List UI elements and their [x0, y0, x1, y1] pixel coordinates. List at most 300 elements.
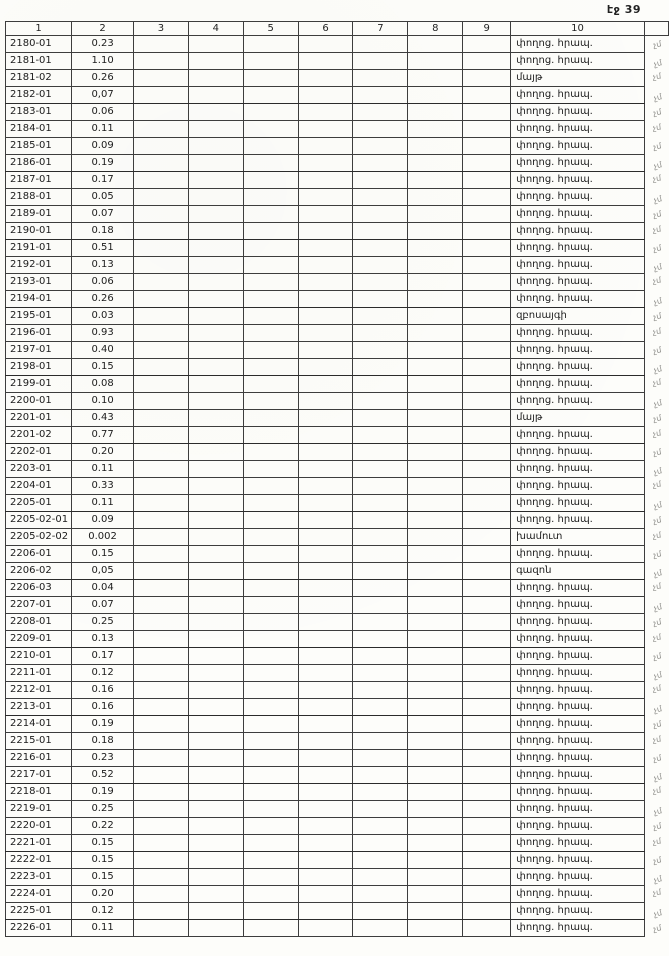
empty-cell: [298, 835, 353, 852]
margin-mark-cell: [644, 733, 668, 750]
row-id-cell: 2217-01: [6, 767, 72, 784]
row-value-cell: 0.43: [72, 410, 134, 427]
row-id-cell: 2206-02: [6, 563, 72, 580]
empty-cell: [353, 716, 408, 733]
empty-cell: [188, 665, 243, 682]
empty-cell: [353, 410, 408, 427]
row-type-cell: փողոց. հրապ.: [511, 325, 645, 342]
empty-cell: [188, 869, 243, 886]
empty-cell: [463, 104, 511, 121]
empty-cell: [243, 274, 298, 291]
row-id-cell: 2191-01: [6, 240, 72, 257]
margin-mark-cell: [644, 104, 668, 121]
empty-cell: [298, 512, 353, 529]
row-value-cell: 0.77: [72, 427, 134, 444]
empty-cell: [243, 257, 298, 274]
empty-cell: [298, 767, 353, 784]
empty-cell: [353, 767, 408, 784]
row-value-cell: 0.15: [72, 359, 134, 376]
empty-cell: [463, 138, 511, 155]
empty-cell: [134, 104, 189, 121]
row-type-cell: փողոց. հրապ.: [511, 172, 645, 189]
row-type-cell: փողոց. հրապ.: [511, 121, 645, 138]
empty-cell: [353, 172, 408, 189]
empty-cell: [408, 274, 463, 291]
margin-mark-cell: [644, 359, 668, 376]
empty-cell: [353, 495, 408, 512]
empty-cell: [463, 478, 511, 495]
empty-cell: [353, 682, 408, 699]
empty-cell: [463, 716, 511, 733]
empty-cell: [188, 223, 243, 240]
row-id-cell: 2202-01: [6, 444, 72, 461]
empty-cell: [298, 104, 353, 121]
empty-cell: [353, 801, 408, 818]
row-type-cell: փողոց. հրապ.: [511, 427, 645, 444]
empty-cell: [134, 716, 189, 733]
empty-cell: [243, 818, 298, 835]
empty-cell: [188, 512, 243, 529]
empty-cell: [463, 189, 511, 206]
empty-cell: [353, 359, 408, 376]
column-header-9: 9: [463, 22, 511, 36]
table-header-row: [6, 22, 669, 36]
handwritten-margin-mark: չմ: [651, 107, 662, 118]
row-type-cell: փողոց. հրապ.: [511, 376, 645, 393]
table-row: [6, 886, 669, 903]
empty-cell: [134, 529, 189, 546]
empty-cell: [243, 648, 298, 665]
empty-cell: [298, 682, 353, 699]
table-row: [6, 257, 669, 274]
empty-cell: [298, 36, 353, 53]
row-value-cell: 0.04: [72, 580, 134, 597]
empty-cell: [188, 410, 243, 427]
handwritten-margin-mark: չմ: [651, 617, 662, 628]
empty-cell: [134, 223, 189, 240]
empty-cell: [353, 121, 408, 138]
margin-mark-cell: [644, 512, 668, 529]
handwritten-margin-mark: չմ: [651, 428, 662, 439]
empty-cell: [298, 427, 353, 444]
empty-cell: [408, 155, 463, 172]
empty-cell: [243, 240, 298, 257]
empty-cell: [463, 376, 511, 393]
empty-cell: [134, 155, 189, 172]
table-row: [6, 240, 669, 257]
row-id-cell: 2196-01: [6, 325, 72, 342]
empty-cell: [353, 631, 408, 648]
margin-mark-cell: [644, 325, 668, 342]
empty-cell: [408, 716, 463, 733]
empty-cell: [134, 172, 189, 189]
empty-cell: [408, 733, 463, 750]
row-value-cell: 0.23: [72, 36, 134, 53]
empty-cell: [463, 852, 511, 869]
row-id-cell: 2210-01: [6, 648, 72, 665]
empty-cell: [463, 580, 511, 597]
empty-cell: [243, 563, 298, 580]
empty-cell: [134, 240, 189, 257]
row-value-cell: 0.15: [72, 852, 134, 869]
empty-cell: [408, 138, 463, 155]
empty-cell: [188, 87, 243, 104]
empty-cell: [408, 121, 463, 138]
row-id-cell: 2213-01: [6, 699, 72, 716]
margin-mark-cell: [644, 291, 668, 308]
row-id-cell: 2221-01: [6, 835, 72, 852]
empty-cell: [298, 87, 353, 104]
empty-cell: [353, 529, 408, 546]
row-id-cell: 2219-01: [6, 801, 72, 818]
empty-cell: [353, 223, 408, 240]
row-value-cell: 0.002: [72, 529, 134, 546]
margin-mark-cell: [644, 274, 668, 291]
handwritten-margin-mark: չմ: [652, 160, 663, 171]
empty-cell: [134, 750, 189, 767]
empty-cell: [408, 801, 463, 818]
empty-cell: [298, 886, 353, 903]
empty-cell: [298, 444, 353, 461]
margin-mark-cell: [644, 70, 668, 87]
empty-cell: [408, 325, 463, 342]
empty-cell: [188, 631, 243, 648]
row-id-cell: 2181-02: [6, 70, 72, 87]
row-value-cell: 0.26: [72, 70, 134, 87]
empty-cell: [463, 53, 511, 70]
row-id-cell: 2225-01: [6, 903, 72, 920]
table-row: [6, 597, 669, 614]
row-id-cell: 2224-01: [6, 886, 72, 903]
empty-cell: [463, 70, 511, 87]
empty-cell: [298, 461, 353, 478]
table-row: [6, 36, 669, 53]
margin-mark-cell: [644, 461, 668, 478]
row-value-cell: 0.13: [72, 631, 134, 648]
table-row: [6, 189, 669, 206]
table-row: [6, 223, 669, 240]
empty-cell: [134, 495, 189, 512]
empty-cell: [134, 138, 189, 155]
table-row: [6, 274, 669, 291]
row-value-cell: 0.19: [72, 716, 134, 733]
column-header-7: 7: [353, 22, 408, 36]
empty-cell: [188, 733, 243, 750]
table-row: [6, 138, 669, 155]
table-row: [6, 359, 669, 376]
row-value-cell: 0.07: [72, 597, 134, 614]
empty-cell: [134, 257, 189, 274]
row-value-cell: 0.93: [72, 325, 134, 342]
row-type-cell: փողոց. հրապ.: [511, 546, 645, 563]
empty-cell: [134, 665, 189, 682]
table-row: [6, 682, 669, 699]
margin-mark-cell: [644, 546, 668, 563]
row-value-cell: 0.08: [72, 376, 134, 393]
column-header-5: 5: [243, 22, 298, 36]
empty-cell: [408, 461, 463, 478]
margin-mark-cell: [644, 665, 668, 682]
row-value-cell: 0.12: [72, 665, 134, 682]
empty-cell: [188, 155, 243, 172]
empty-cell: [134, 835, 189, 852]
empty-cell: [188, 648, 243, 665]
handwritten-margin-mark: չմ: [651, 377, 662, 388]
empty-cell: [408, 495, 463, 512]
empty-cell: [134, 563, 189, 580]
empty-cell: [134, 393, 189, 410]
empty-cell: [408, 529, 463, 546]
empty-cell: [408, 682, 463, 699]
row-id-cell: 2212-01: [6, 682, 72, 699]
handwritten-margin-mark: չմ: [651, 275, 662, 286]
empty-cell: [353, 257, 408, 274]
empty-cell: [408, 665, 463, 682]
empty-cell: [298, 597, 353, 614]
empty-cell: [408, 614, 463, 631]
row-id-cell: 2206-03: [6, 580, 72, 597]
empty-cell: [243, 801, 298, 818]
empty-cell: [134, 886, 189, 903]
empty-cell: [243, 869, 298, 886]
row-value-cell: 0.09: [72, 512, 134, 529]
empty-cell: [298, 665, 353, 682]
margin-mark-cell: [644, 529, 668, 546]
empty-cell: [134, 291, 189, 308]
row-id-cell: 2205-02-01: [6, 512, 72, 529]
empty-cell: [298, 172, 353, 189]
empty-cell: [463, 444, 511, 461]
empty-cell: [463, 869, 511, 886]
empty-cell: [353, 597, 408, 614]
empty-cell: [298, 393, 353, 410]
empty-cell: [353, 563, 408, 580]
row-id-cell: 2193-01: [6, 274, 72, 291]
row-id-cell: 2190-01: [6, 223, 72, 240]
empty-cell: [134, 342, 189, 359]
empty-cell: [353, 274, 408, 291]
empty-cell: [298, 580, 353, 597]
row-value-cell: 0.51: [72, 240, 134, 257]
empty-cell: [188, 478, 243, 495]
empty-cell: [188, 393, 243, 410]
handwritten-margin-mark: չմ: [652, 262, 663, 273]
empty-cell: [353, 750, 408, 767]
empty-cell: [408, 240, 463, 257]
empty-cell: [188, 121, 243, 138]
empty-cell: [188, 682, 243, 699]
row-value-cell: 0,07: [72, 87, 134, 104]
empty-cell: [353, 784, 408, 801]
row-type-cell: փողոց. հրապ.: [511, 36, 645, 53]
empty-cell: [298, 801, 353, 818]
table-row: [6, 699, 669, 716]
empty-cell: [134, 767, 189, 784]
empty-cell: [353, 291, 408, 308]
row-type-cell: փողոց. հրապ.: [511, 903, 645, 920]
empty-cell: [353, 87, 408, 104]
empty-cell: [298, 291, 353, 308]
margin-mark-cell: [644, 87, 668, 104]
margin-mark-cell: [644, 903, 668, 920]
empty-cell: [188, 240, 243, 257]
row-id-cell: 2223-01: [6, 869, 72, 886]
empty-cell: [353, 512, 408, 529]
row-id-cell: 2185-01: [6, 138, 72, 155]
empty-cell: [188, 189, 243, 206]
empty-cell: [243, 580, 298, 597]
column-header-4: 4: [188, 22, 243, 36]
empty-cell: [463, 223, 511, 240]
row-id-cell: 2205-02-02: [6, 529, 72, 546]
empty-cell: [243, 308, 298, 325]
row-type-cell: փողոց. հրապ.: [511, 206, 645, 223]
row-value-cell: 0.03: [72, 308, 134, 325]
empty-cell: [188, 325, 243, 342]
row-id-cell: 2214-01: [6, 716, 72, 733]
row-type-cell: փողոց. հրապ.: [511, 359, 645, 376]
empty-cell: [134, 512, 189, 529]
empty-cell: [463, 665, 511, 682]
row-type-cell: փողոց. հրապ.: [511, 767, 645, 784]
table-row: [6, 155, 669, 172]
row-type-cell: փողոց. հրապ.: [511, 580, 645, 597]
handwritten-margin-mark: չմ: [651, 549, 662, 560]
row-type-cell: փողոց. հրապ.: [511, 818, 645, 835]
empty-cell: [463, 750, 511, 767]
empty-cell: [353, 189, 408, 206]
empty-cell: [408, 206, 463, 223]
row-type-cell: փողոց. հրապ.: [511, 886, 645, 903]
handwritten-margin-mark: չմ: [651, 734, 662, 745]
empty-cell: [188, 461, 243, 478]
empty-cell: [188, 274, 243, 291]
handwritten-margin-mark: չմ: [651, 632, 662, 643]
empty-cell: [243, 172, 298, 189]
empty-cell: [134, 461, 189, 478]
empty-cell: [408, 580, 463, 597]
empty-cell: [243, 478, 298, 495]
empty-cell: [463, 631, 511, 648]
empty-cell: [188, 308, 243, 325]
column-header-6: 6: [298, 22, 353, 36]
empty-cell: [298, 53, 353, 70]
handwritten-margin-mark: չմ: [651, 209, 662, 220]
empty-cell: [243, 512, 298, 529]
table-row: [6, 563, 669, 580]
empty-cell: [243, 393, 298, 410]
empty-cell: [134, 546, 189, 563]
table-row: [6, 801, 669, 818]
empty-cell: [408, 410, 463, 427]
row-type-cell: զբոսայգի: [511, 308, 645, 325]
row-value-cell: 0.25: [72, 614, 134, 631]
empty-cell: [188, 444, 243, 461]
margin-mark-cell: [644, 767, 668, 784]
handwritten-margin-mark: չմ: [652, 58, 663, 69]
margin-mark-cell: [644, 580, 668, 597]
empty-cell: [134, 648, 189, 665]
row-type-cell: փողոց. հրապ.: [511, 87, 645, 104]
table-row: [6, 410, 669, 427]
empty-cell: [298, 631, 353, 648]
empty-cell: [463, 699, 511, 716]
empty-cell: [408, 53, 463, 70]
row-type-cell: փողոց. հրապ.: [511, 631, 645, 648]
empty-cell: [353, 835, 408, 852]
empty-cell: [463, 529, 511, 546]
table-row: [6, 546, 669, 563]
table-row: [6, 648, 669, 665]
handwritten-margin-mark: չմ: [652, 874, 663, 885]
empty-cell: [298, 274, 353, 291]
empty-cell: [463, 172, 511, 189]
empty-cell: [243, 733, 298, 750]
row-type-cell: փողոց. հրապ.: [511, 801, 645, 818]
row-value-cell: 0.12: [72, 903, 134, 920]
margin-mark-cell: [644, 53, 668, 70]
empty-cell: [463, 920, 511, 937]
table-row: [6, 104, 669, 121]
handwritten-margin-mark: չմ: [652, 398, 663, 409]
table-row: [6, 376, 669, 393]
empty-cell: [463, 359, 511, 376]
empty-cell: [188, 563, 243, 580]
empty-cell: [463, 155, 511, 172]
empty-cell: [243, 903, 298, 920]
row-value-cell: 0.18: [72, 223, 134, 240]
table-row: [6, 614, 669, 631]
empty-cell: [298, 563, 353, 580]
empty-cell: [298, 155, 353, 172]
row-type-cell: փողոց. հրապ.: [511, 189, 645, 206]
row-value-cell: 0.20: [72, 444, 134, 461]
empty-cell: [243, 223, 298, 240]
empty-cell: [298, 818, 353, 835]
empty-cell: [408, 393, 463, 410]
handwritten-margin-mark: չմ: [652, 364, 663, 375]
empty-cell: [463, 410, 511, 427]
empty-cell: [243, 852, 298, 869]
table-row: [6, 427, 669, 444]
empty-cell: [188, 614, 243, 631]
empty-cell: [134, 920, 189, 937]
empty-cell: [353, 818, 408, 835]
empty-cell: [463, 767, 511, 784]
row-type-cell: փողոց. հրապ.: [511, 444, 645, 461]
empty-cell: [298, 240, 353, 257]
table-row: [6, 716, 669, 733]
empty-cell: [408, 903, 463, 920]
empty-cell: [243, 87, 298, 104]
empty-cell: [243, 53, 298, 70]
handwritten-margin-mark: չմ: [652, 92, 663, 103]
table-row: [6, 444, 669, 461]
table-row: [6, 869, 669, 886]
row-type-cell: փողոց. հրապ.: [511, 274, 645, 291]
empty-cell: [463, 325, 511, 342]
empty-cell: [298, 920, 353, 937]
empty-cell: [408, 512, 463, 529]
handwritten-margin-mark: չմ: [652, 602, 663, 613]
handwritten-margin-mark: չմ: [652, 806, 663, 817]
empty-cell: [134, 801, 189, 818]
empty-cell: [298, 308, 353, 325]
row-type-cell: փողոց. հրապ.: [511, 53, 645, 70]
empty-cell: [463, 563, 511, 580]
table-row: [6, 325, 669, 342]
row-value-cell: 0.52: [72, 767, 134, 784]
